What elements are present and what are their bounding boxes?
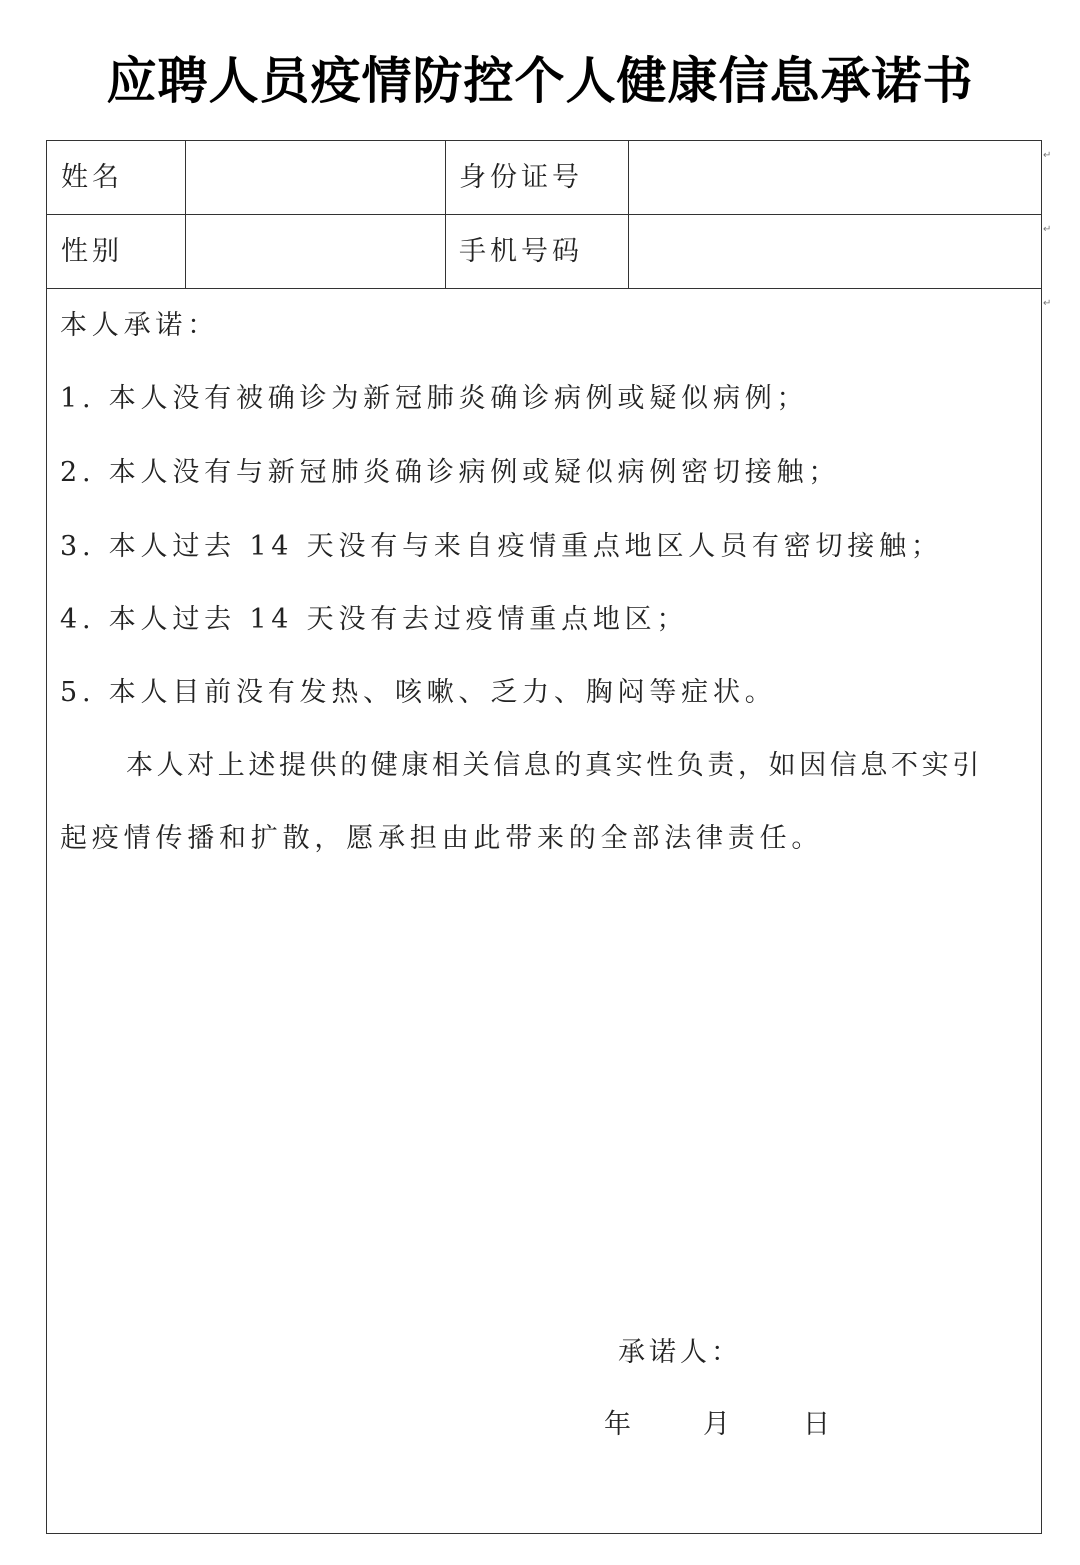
phone-label: 手机号码 (459, 236, 583, 267)
id-number-field[interactable] (630, 141, 1040, 214)
commitment-item: 1. 本人没有被确诊为新冠肺炎确诊病例或疑似病例； (60, 383, 809, 414)
gender-label: 性别 (61, 236, 123, 267)
paragraph-mark: ↵ (1043, 298, 1052, 309)
paragraph-mark: ↵ (1043, 150, 1052, 161)
statement-line: 本人对上述提供的健康相关信息的真实性负责，如因信息不实引 (126, 750, 983, 781)
statement-line: 起疫情传播和扩散，愿承担由此带来的全部法律责任。 (60, 823, 824, 854)
phone-field[interactable] (630, 215, 1040, 288)
id-number-label: 身份证号 (459, 162, 583, 193)
month-label: 月 (703, 1409, 734, 1440)
column-divider (445, 141, 446, 289)
commitment-item: 5. 本人目前没有发热、咳嗽、乏力、胸闷等症状。 (60, 677, 777, 708)
year-label: 年 (604, 1409, 635, 1440)
row-divider (47, 288, 1041, 289)
name-label: 姓名 (61, 162, 123, 193)
document-title: 应聘人员疫情防控个人健康信息承诺书 (106, 52, 974, 110)
commitment-item: 4. 本人过去 14 天没有去过疫情重点地区； (60, 604, 689, 635)
day-label: 日 (803, 1409, 834, 1440)
paragraph-mark: ↵ (1043, 224, 1052, 235)
signer-label: 承诺人： (618, 1337, 742, 1368)
gender-field[interactable] (187, 215, 443, 288)
commitment-item: 2. 本人没有与新冠肺炎确诊病例或疑似病例密切接触； (60, 457, 841, 488)
name-field[interactable] (187, 141, 443, 214)
commitment-item: 3. 本人过去 14 天没有与来自疫情重点地区人员有密切接触； (60, 531, 943, 562)
column-divider (185, 141, 186, 289)
column-divider (628, 141, 629, 289)
commitment-heading: 本人承诺： (60, 310, 219, 341)
